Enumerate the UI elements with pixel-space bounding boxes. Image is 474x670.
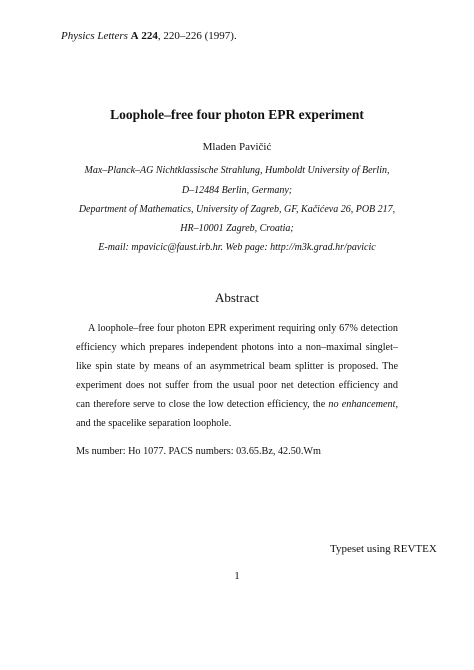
journal-volume-prefix: A — [130, 30, 139, 42]
abstract-text-b: , and the spacelike separation loophole. — [76, 399, 399, 429]
paper-title: Loophole–free four photon EPR experiment — [110, 107, 364, 122]
journal-name: Physics Letters — [61, 30, 128, 42]
ms-pacs-numbers: Ms number: Ho 1077. PACS numbers: 03.65.Bz, 42.50.Wm — [76, 446, 321, 457]
affiliation-line-4: HR–10001 Zagreb, Croatia; — [180, 223, 294, 234]
contact-line: E-mail: mpavicic@faust.irb.hr. Web page: http://m3k.grad.hr/pavicic — [98, 242, 376, 253]
abstract-text-a: A loophole–free four photon EPR experiment requiring only 67% detection efficiency which prepares independent photons into a non–maximal singlet–like spin state by means of an asymmetrical beam splitter is proposed. The experiment does not suffer from the usual poor net detection efficiency and can therefore serve to close the low detection efficiency, the — [76, 323, 398, 410]
author-name: Mladen Pavičić — [202, 141, 272, 153]
affiliation-line-3: Department of Mathematics, University of Zagreb, GF, Kačićeva 26, POB 217, — [78, 204, 396, 215]
journal-pages-year: , 220–226 (1997). — [157, 30, 237, 42]
abstract-body — [76, 319, 398, 433]
affiliation-line-1: Max–Planck–AG Nichtklassische Strahlung, Humboldt University of Berlin, — [84, 165, 390, 176]
affiliation-line-2: D–12484 Berlin, Germany; — [181, 185, 293, 196]
abstract-heading: Abstract — [214, 290, 260, 305]
journal-volume: 224 — [141, 30, 158, 42]
typeset-note: Typeset using REVTEX — [330, 543, 437, 555]
page-number: 1 — [234, 570, 240, 582]
abstract-emphasis: no enhancement — [328, 399, 396, 410]
journal-reference — [61, 30, 237, 42]
